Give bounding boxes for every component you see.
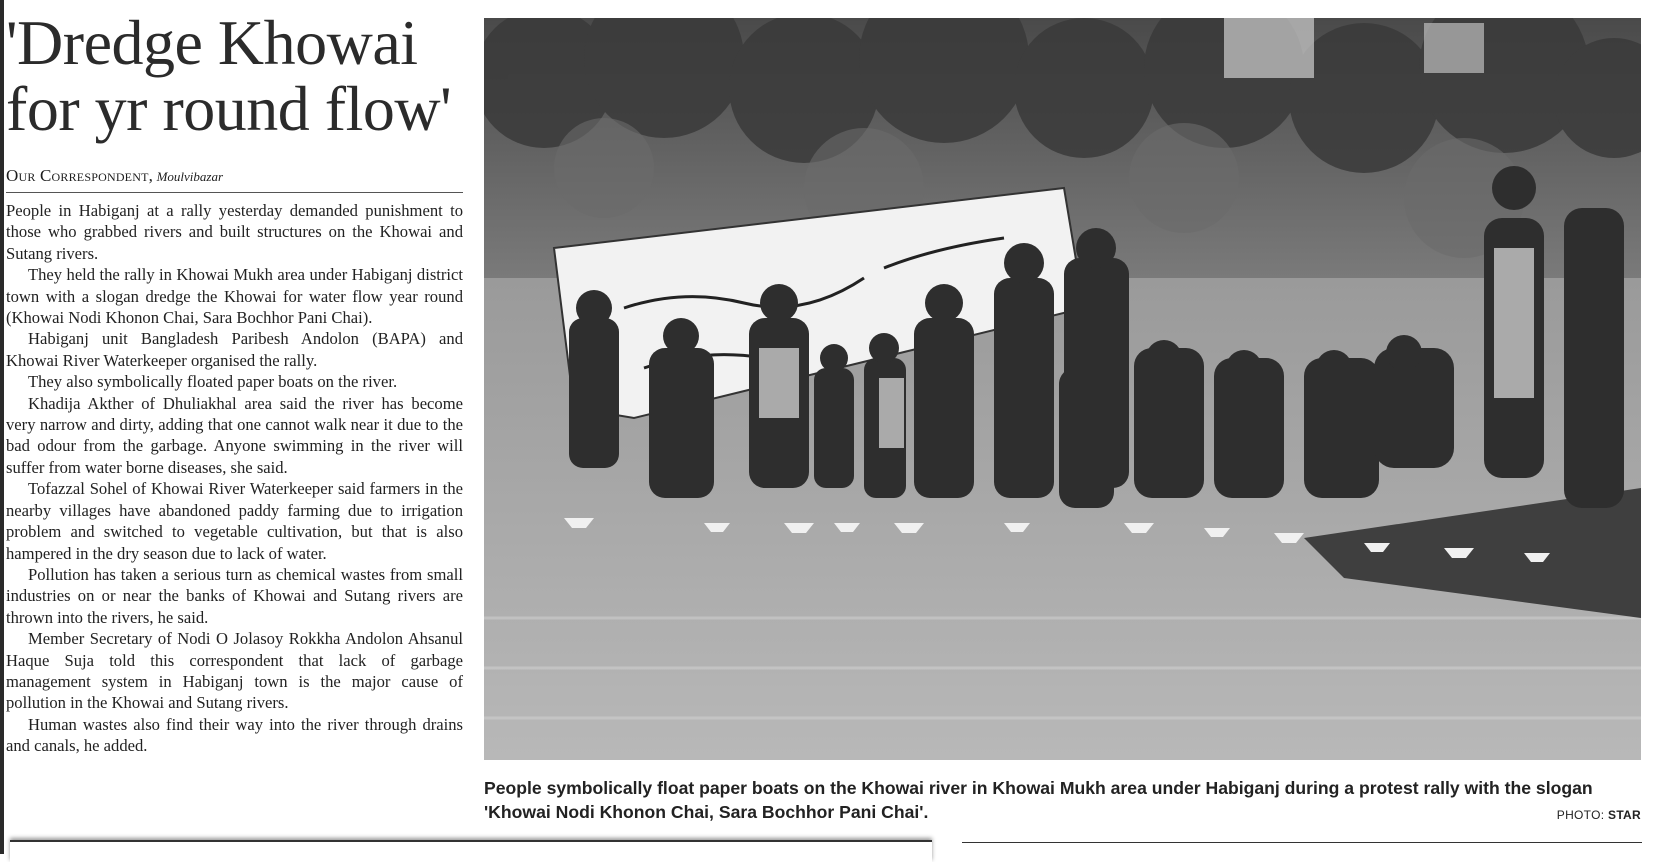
article-paragraph: They also symbolically floated paper boats on the river. — [28, 372, 398, 392]
photo-caption: People symbolically float paper boats on the Khowai river in Khowai Mukh area under Habiganj during a protest rally with the slogan 'Khowai Nodi Khonon Chai, Sara Bochhor Pani Chai'. — [484, 778, 1593, 822]
photo-credit — [1557, 808, 1641, 822]
next-article-box-edge — [10, 840, 932, 862]
article-paragraph: Tofazzal Sohel of Khowai River Waterkeeper said farmers in the nearby villages have abandoned paddy farming due to irrigation problem and switched to vegetable cultivation, but that is also hampered in the dry season due to lack of water. — [6, 479, 463, 563]
article-paragraph: Member Secretary of Nodi O Jolasoy Rokkha Andolon Ahsanul Haque Suja told this correspondent that lack of garbage management system in Habiganj town is the major cause of pollution in the Khowai and Sutang rivers. — [6, 629, 463, 713]
photo-illustration — [484, 18, 1641, 760]
article-paragraph: Human wastes also find their way into the river through drains and canals, he added. — [6, 714, 463, 756]
headline-line-2: for yr round flow' — [6, 73, 452, 144]
article-paragraph: Habiganj unit Bangladesh Paribesh Andolon (BAPA) and Khowai River Waterkeeper organised the rally. — [6, 329, 463, 370]
byline-place: Moulvibazar — [156, 169, 224, 184]
byline-author: Our Correspondent, — [6, 166, 154, 185]
column-divider — [962, 842, 1642, 843]
left-column-rule — [0, 0, 4, 854]
article-paragraph: Pollution has taken a serious turn as chemical wastes from small industries on or near the banks of Khowai and Sutang rivers are thrown into the rivers, he said. — [6, 564, 463, 627]
byline — [6, 166, 463, 193]
headline — [6, 7, 476, 144]
photo-credit-label: PHOTO: — [1556, 808, 1605, 822]
photo-credit-source: STAR — [1608, 808, 1641, 822]
article-paragraph: They held the rally in Khowai Mukh area under Habiganj district town with a slogan dredge the Khowai for water flow year round (Khowai Nodi Khonon Chai, Sara Bochhor Pani Chai). — [6, 265, 463, 328]
news-photo — [484, 18, 1641, 760]
headline-line-1: 'Dredge Khowai — [6, 7, 418, 78]
article-paragraph: People in Habiganj at a rally yesterday demanded punishment to those who grabbed rivers and built structures on the Khowai and Sutang rivers. — [6, 201, 463, 263]
article-paragraph: Khadija Akther of Dhuliakhal area said the river has become very narrow and dirty, adding that one cannot walk near it due to the bad odour from the garbage. Anyone swimming in the river will suffer from water borne diseases, she said. — [6, 393, 463, 477]
article-body — [6, 200, 463, 757]
